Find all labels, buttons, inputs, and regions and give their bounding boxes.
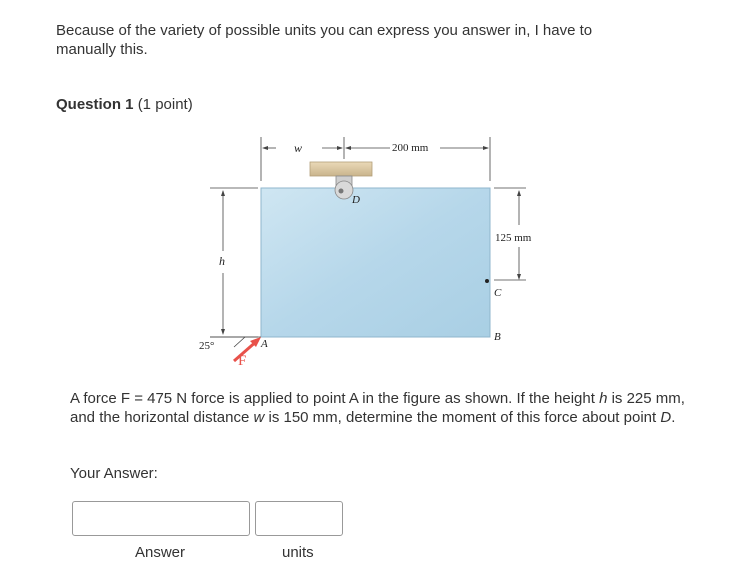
problem-text-part4: .	[671, 409, 676, 426]
question-number: Question 1	[56, 96, 134, 113]
label-h: h	[219, 254, 225, 268]
label-200mm: 200 mm	[392, 142, 429, 154]
your-answer-label: Your Answer:	[70, 465, 158, 482]
problem-var-d: D	[660, 409, 672, 426]
problem-figure	[190, 125, 550, 375]
pin-D	[335, 181, 353, 199]
problem-text-part1: A force F = 475 N force is applied to point A in the figure as shown. If the height	[70, 390, 600, 407]
problem-text-part3: is 150 mm, determine the moment of this force about point	[264, 409, 661, 426]
problem-var-h: h	[599, 390, 608, 407]
units-input[interactable]	[255, 501, 343, 536]
support-bracket	[310, 162, 372, 176]
plate	[261, 188, 490, 337]
intro-text: Because of the variety of possible units you can express you answer in, I have to manually this.	[56, 22, 593, 58]
label-B: B	[494, 331, 501, 343]
label-D: D	[352, 194, 360, 206]
label-F: F	[238, 353, 247, 369]
units-field-label: units	[282, 544, 314, 561]
problem-text-part2: is 225 mm, and the horizontal distance	[70, 390, 685, 426]
problem-text	[70, 389, 685, 427]
answer-field-label: Answer	[135, 544, 186, 561]
question-points: (1 point)	[137, 96, 193, 113]
label-A: A	[261, 338, 268, 350]
label-C: C	[494, 287, 502, 299]
problem-var-w: w	[253, 409, 265, 426]
label-angle: 25°	[199, 340, 215, 352]
label-w: w	[294, 141, 303, 155]
point-C	[485, 279, 489, 283]
label-125mm: 125 mm	[495, 232, 532, 244]
answer-input[interactable]	[72, 501, 250, 536]
question-title	[56, 95, 193, 114]
